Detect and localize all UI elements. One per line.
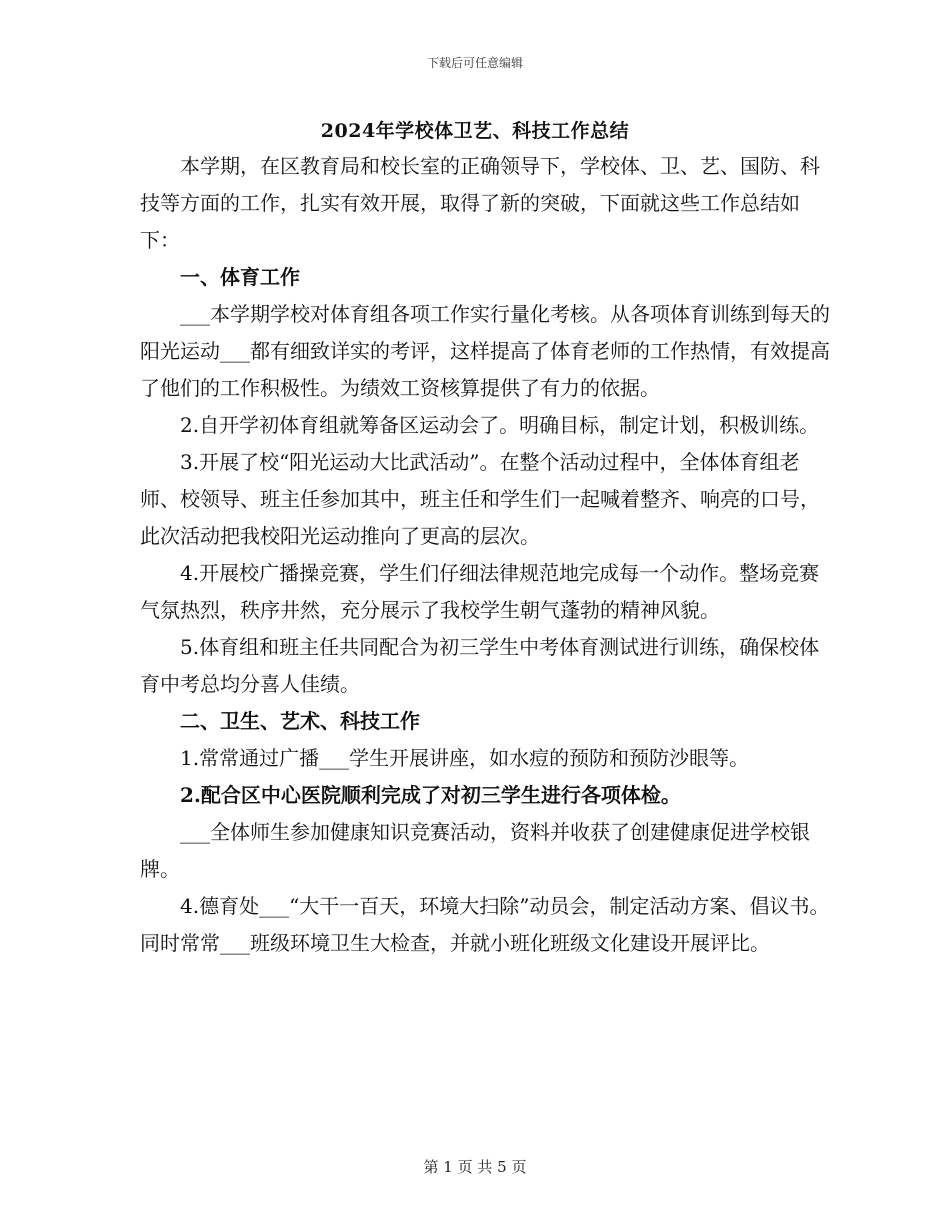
section-heading-health-art-tech: 二、卫生、艺术、科技工作: [180, 709, 420, 733]
sports-paragraph-1: ___本学期学校对体育组各项工作实行量化考核。从各项体育训练到每天的阳光运动___都有细致详实的考评，这样提高了体育老师的工作热情，有效提高了他们的工作积极性。为绩效工资核算提供了有力的依据。: [140, 302, 830, 400]
sports-paragraph-2: 2.自开学初体育组就筹备区运动会了。明确目标，制定计划，积极训练。: [180, 413, 820, 437]
health-paragraph-1: 1.常常通过广播___学生开展讲座，如水痘的预防和预防沙眼等。: [180, 746, 750, 770]
sports-paragraph-5: 5.体育组和班主任共同配合为初三学生中考体育测试进行训练，确保校体育中考总均分喜人佳绩。: [140, 635, 820, 696]
health-paragraph-2: 2.配合区中心医院顺利完成了对初三学生进行各项体检。: [180, 783, 681, 807]
header-note: 下载后可任意编辑: [426, 56, 523, 70]
document-body: [140, 148, 830, 962]
intro-paragraph: 本学期，在区教育局和校长室的正确领导下，学校体、卫、艺、国防、科技等方面的工作，扎实有效开展，取得了新的突破，下面就这些工作总结如下：: [140, 154, 820, 252]
sports-paragraph-4: 4.开展校广播操竞赛，学生们仔细法律规范地完成每一个动作。整场竞赛气氛热烈，秩序井然，充分展示了我校学生朝气蓬勃的精神风貌。: [140, 561, 820, 622]
sports-paragraph-3: 3.开展了校“阳光运动大比武活动”。在整个活动过程中，全体体育组老师、校领导、班主任参加其中，班主任和学生们一起喊着整齐、响亮的口号，此次活动把我校阳光运动推向了更高的层次。: [140, 450, 820, 548]
document-title: 2024年学校体卫艺、科技工作总结: [320, 120, 630, 142]
section-heading-sports: 一、体育工作: [180, 265, 300, 289]
page-footer: 第 1 页 共 5 页: [423, 1158, 527, 1176]
health-paragraph-4: 4.德育处___“大干一百天，环境大扫除”动员会，制定活动方案、倡议书。同时常常___班级环境卫生大检查，并就小班化班级文化建设开展评比。: [140, 894, 830, 955]
health-paragraph-3: ___全体师生参加健康知识竞赛活动，资料并收获了创建健康促进学校银牌。: [140, 820, 810, 881]
